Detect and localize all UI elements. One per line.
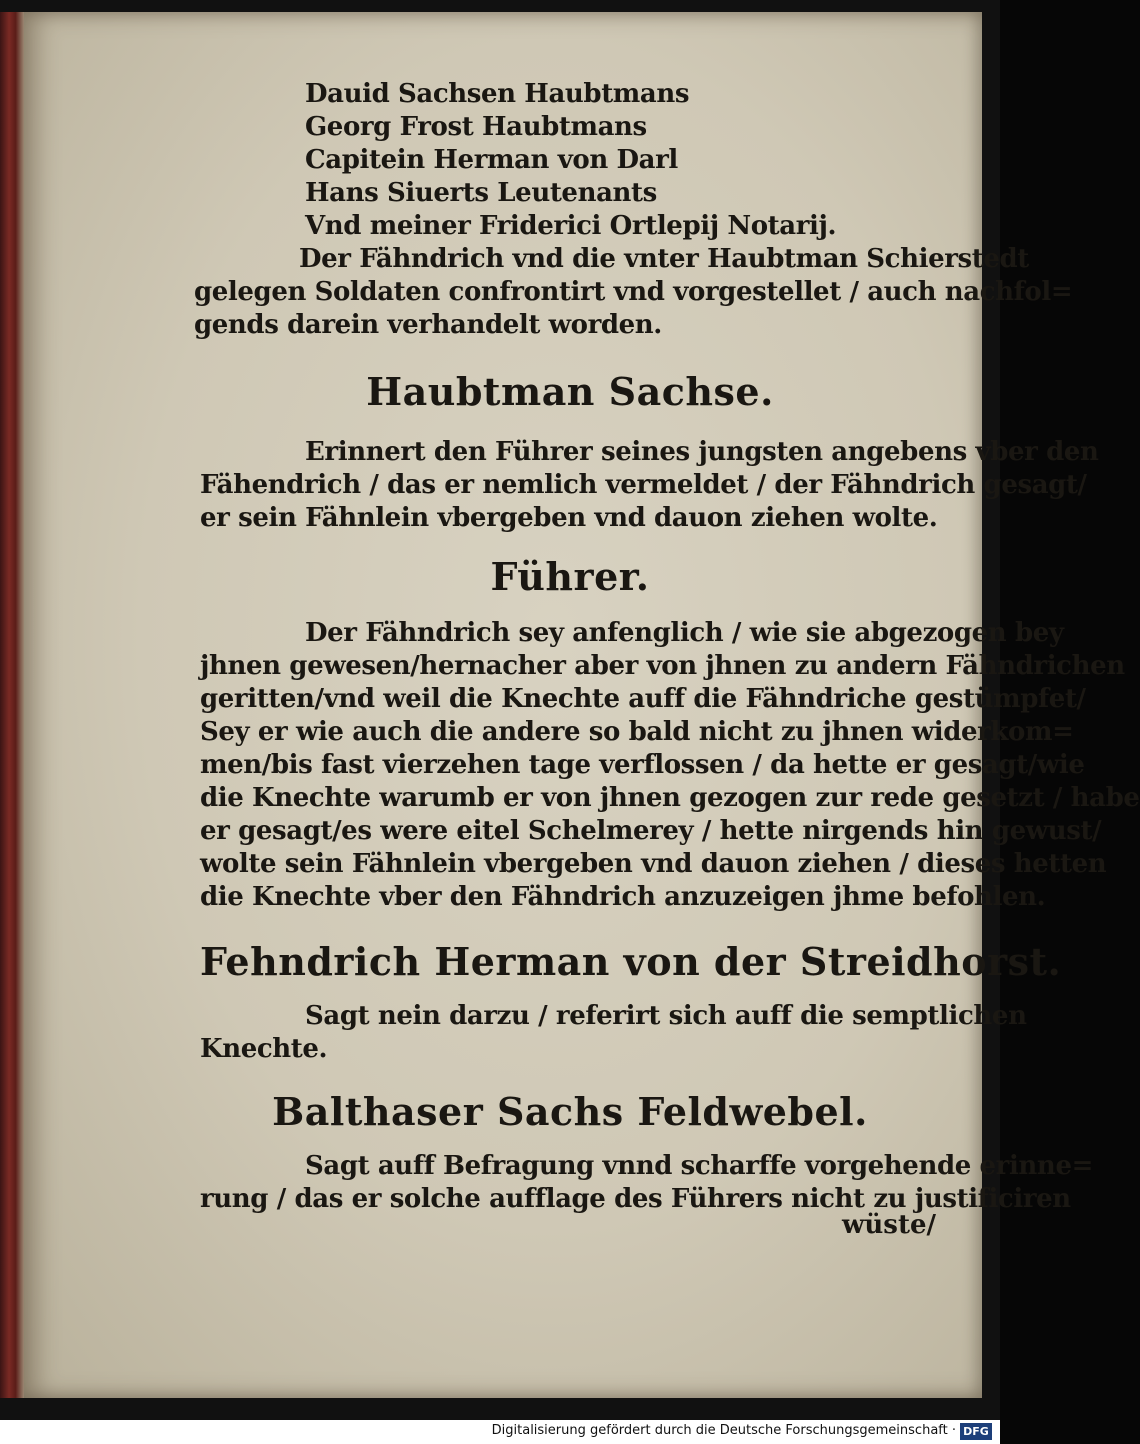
section-heading: Balthaser Sachs Feldwebel. (272, 1089, 868, 1134)
funding-credit: Digitalisierung gefördert durch die Deutsche Forschungsgemeinschaft · (491, 1423, 956, 1438)
name-line: Georg Frost Haubtmans (305, 112, 647, 142)
section-heading: Haubtman Sachse. (366, 369, 774, 414)
text-line: die Knechte vber den Fähndrich anzuzeigen jhme befohlen. (200, 882, 1046, 912)
section-heading: Führer. (490, 554, 650, 599)
page-text (194, 78, 1140, 1216)
text-line: Der Fähndrich sey anfenglich / wie sie abgezogen bey (305, 618, 1064, 648)
section-heading: Fehndrich Herman von der Streidhorst. (200, 939, 1062, 984)
text-line: er gesagt/es were eitel Schelmerey / hette nirgends hin gewust/ (200, 816, 1102, 846)
text-line: Fähendrich / das er nemlich vermeldet / der Fähndrich gesagt/ (200, 470, 1087, 500)
text-line: Der Fähndrich vnd die vnter Haubtman Schierstedt (299, 244, 1029, 274)
intro-paragraph (194, 243, 1073, 342)
section-paragraph (200, 1150, 1093, 1216)
text-line: geritten/vnd weil die Knechte auff die Fähndriche gestümpfet/ (200, 684, 1086, 714)
text-line: er sein Fähnlein vbergeben vnd dauon ziehen wolte. (200, 503, 938, 533)
name-line: Vnd meiner Friderici Ortlepij Notarij. (305, 211, 837, 241)
text-line: rung / das er solche aufflage des Führers nicht zu justificiren (200, 1184, 1071, 1214)
text-line: Erinnert den Führer seines jungsten angebens vber den (305, 437, 1099, 467)
text-line: Knechte. (200, 1034, 328, 1064)
section-paragraph (200, 617, 1140, 914)
section-paragraph (200, 436, 1099, 535)
name-line: Hans Siuerts Leutenants (305, 178, 657, 208)
text-line: gends darein verhandelt worden. (194, 310, 662, 340)
catchword: wüste/ (842, 1210, 936, 1240)
name-line: Capitein Herman von Darl (305, 145, 678, 175)
dfg-logo: DFG (960, 1423, 992, 1440)
text-line: men/bis fast vierzehen tage verflossen / da hette er gesagt/wie (200, 750, 1085, 780)
name-line: Dauid Sachsen Haubtmans (305, 79, 690, 109)
text-line: Sagt nein darzu / referirt sich auff die semptlichen (305, 1001, 1027, 1031)
text-line: die Knechte warumb er von jhnen gezogen zur rede gesetzt / habe (200, 783, 1140, 813)
text-line: wolte sein Fähnlein vbergeben vnd dauon ziehen / dieses hetten (200, 849, 1107, 879)
names-block (200, 78, 940, 243)
section-paragraph (200, 1000, 1027, 1066)
text-line: gelegen Soldaten confrontirt vnd vorgestellet / auch nachfol= (194, 277, 1073, 307)
text-line: Sey er wie auch die andere so bald nicht zu jhnen widerkom= (200, 717, 1074, 747)
text-line: jhnen gewesen/hernacher aber von jhnen zu andern Fähndrichen (200, 651, 1125, 681)
book-page-edge (0, 12, 26, 1398)
text-line: Sagt auff Befragung vnnd scharffe vorgehende erinne= (305, 1151, 1093, 1181)
footer-bar (0, 1420, 1000, 1444)
